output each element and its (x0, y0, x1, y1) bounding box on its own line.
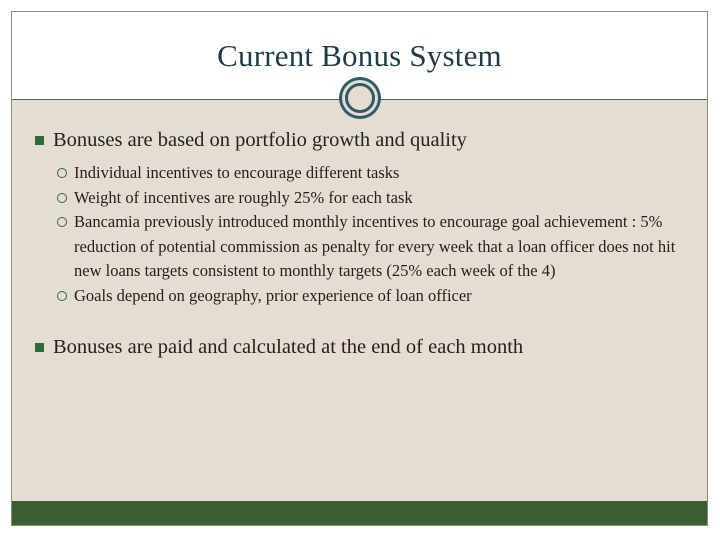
spacer (32, 308, 687, 334)
circle-bullet-icon (57, 168, 67, 178)
sub-bullet-text: Goals depend on geography, prior experience of loan officer (74, 285, 472, 305)
sub-bullet-text: Bancamia previously introduced monthly incentives to encourage goal achievement : 5% reduction of potential commission as penalty for every week that a loan officer does not hit new loans targets consistent to monthly targets (25% each week of the 4) (74, 212, 676, 280)
sub-bullet-item (32, 284, 694, 309)
bullet-text: Bonuses are based on portfolio growth and quality (53, 129, 467, 151)
circle-bullet-icon (57, 291, 67, 301)
bullet-item (32, 334, 687, 360)
circle-bullet-icon (57, 217, 67, 227)
sub-bullet-item (32, 186, 694, 211)
bullet-text: Bonuses are paid and calculated at the end of each month (53, 336, 524, 358)
slide (11, 11, 708, 526)
sub-bullet-item (32, 161, 694, 186)
sub-bullet-text: Weight of incentives are roughly 25% for each task (74, 187, 413, 207)
sub-bullet-text: Individual incentives to encourage different tasks (74, 163, 400, 182)
slide-content (32, 127, 687, 360)
square-bullet-icon (35, 343, 44, 352)
circle-bullet-icon (57, 193, 67, 203)
sub-bullet-item (32, 210, 694, 284)
square-bullet-icon (35, 136, 44, 145)
divider-ring-inner (345, 83, 375, 113)
footer-bar (12, 501, 707, 525)
slide-title: Current Bonus System (217, 38, 502, 73)
bullet-item (32, 127, 687, 153)
sub-bullet-list (32, 161, 687, 308)
